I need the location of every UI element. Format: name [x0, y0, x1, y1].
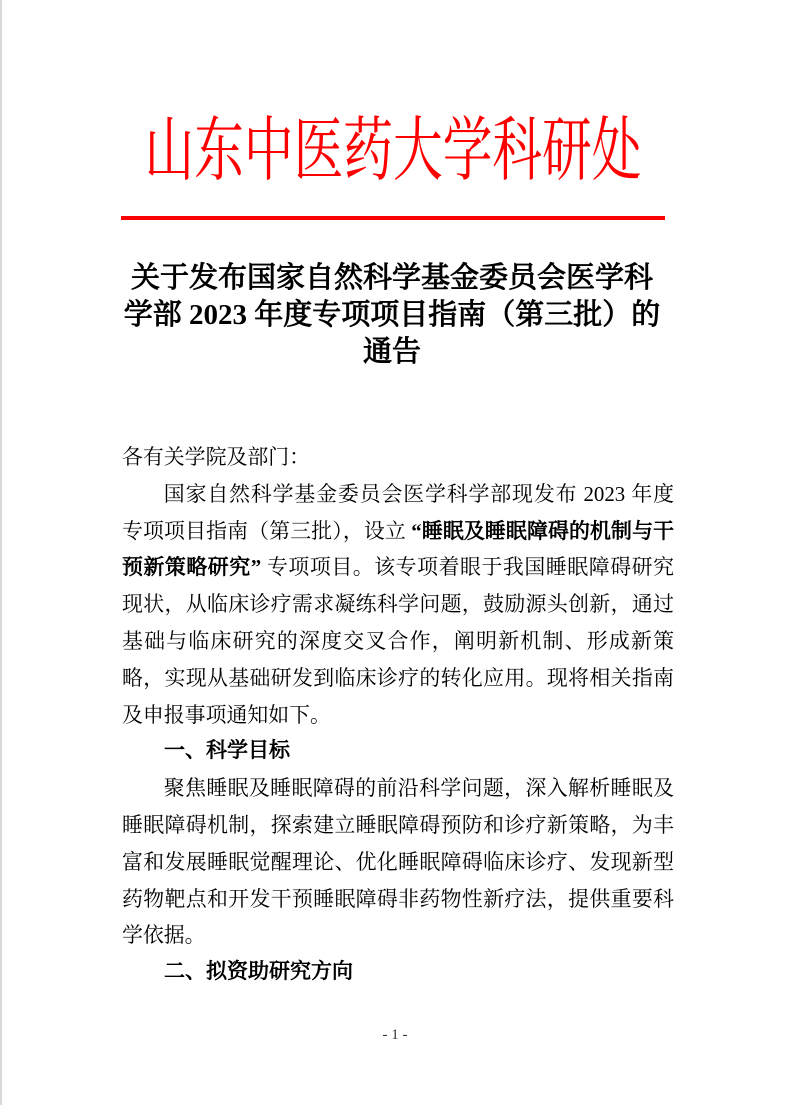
section2-heading: 二、拟资助研究方向 [164, 960, 353, 984]
intro-paragraph [122, 476, 674, 734]
intro-text-after: 专项项目。该专项着眼于我国睡眠障碍研究现状，从临床诊疗需求凝练科学问题，鼓励源头创新，通过基础与临床研究的深度交叉合作，阐明新机制、形成新策略，实现从基础研发到临床诊疗的转化应用。现将相关指南及申报事项通知如下。 [122, 555, 674, 727]
page-number: - 1 - [382, 1027, 408, 1043]
section1-heading: 一、科学目标 [164, 739, 290, 763]
intro-bold-text: “睡眠及睡眠障碍的机制与干预新策略研究” [122, 518, 674, 580]
agency-header [0, 108, 785, 196]
document-title: 关于发布国家自然科学基金委员会医学科学部 2023 年度专项项目指南（第三批）的通告 [123, 262, 661, 368]
section1-paragraph: 聚焦睡眠及睡眠障碍的前沿科学问题，深入解析睡眠及睡眠障碍机制，探索建立睡眠障碍预防和诊疗新策略，为丰富和发展睡眠觉醒理论、优化睡眠障碍临床诊疗、发现新型药物靶点和开发干预睡眠障碍非药物性新疗法，提供重要科学依据。 [122, 776, 674, 948]
document-body [122, 439, 674, 991]
header-divider-rule [121, 216, 665, 220]
salutation: 各有关学院及部门： [122, 445, 311, 469]
agency-header-text: 山东中医药大学科研处 [144, 113, 641, 190]
intro-text-before: 国家自然科学基金委员会医学科学部现发布 2023 年度专项项目指南（第三批），设立 [122, 481, 674, 543]
